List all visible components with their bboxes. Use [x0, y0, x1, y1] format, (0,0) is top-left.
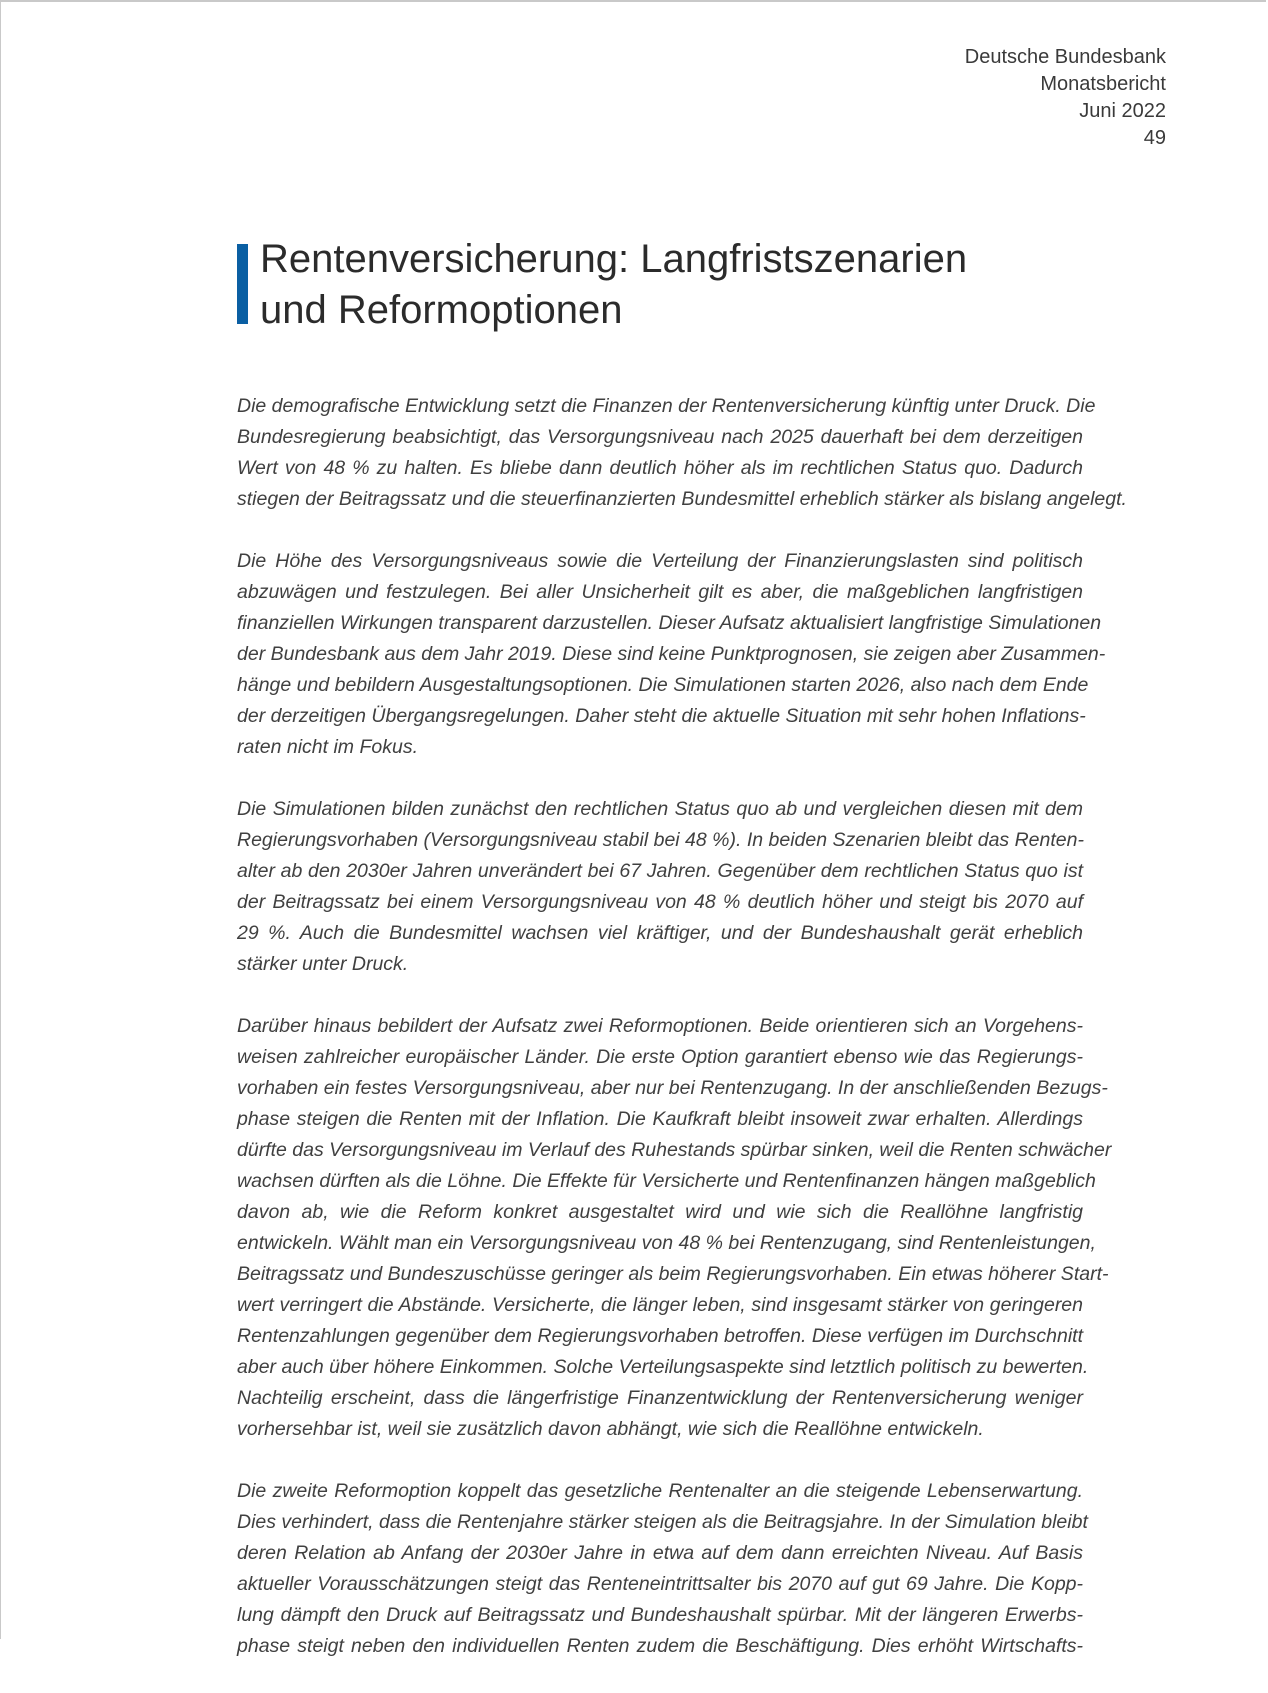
paragraph-line: wachsen dürften als die Löhne. Die Effekte für Versicherte und Rentenfinanzen hängen maßgeblich — [237, 1170, 1096, 1192]
paragraph-line: Die zweite Reformoption koppelt das gesetzliche Rentenalter an die steigende Lebenserwartung. — [237, 1480, 1083, 1502]
paragraph-line: der derzeitigen Übergangsregelungen. Daher steht die aktuelle Situation mit sehr hohen Inflations- — [237, 705, 1086, 727]
paragraph-line: aktueller Vorausschätzungen steigt das Renteneintrittsalter bis 2070 auf gut 69 Jahre. Die Kopp- — [237, 1573, 1083, 1595]
paragraph-line: vorhaben ein festes Versorgungsniveau, aber nur bei Rentenzugang. In der anschließenden Bezugs- — [237, 1077, 1108, 1099]
paragraph-line: aber auch über höhere Einkommen. Solche Verteilungsaspekte sind letztlich politisch zu bewerten. — [237, 1356, 1089, 1378]
title-accent-bar — [237, 244, 248, 324]
paragraph-line: Rentenzahlungen gegenüber dem Regierungsvorhaben betroffen. Diese verfügen im Durchschnitt — [237, 1325, 1083, 1347]
paragraph-line: der Beitragssatz bei einem Versorgungsniveau von 48 % deutlich höher und steigt bis 2070 auf — [237, 891, 1083, 913]
paragraph-line: Die demografische Entwicklung setzt die Finanzen der Rentenversicherung künftig unter Druck. Die — [237, 395, 1096, 417]
paragraph-line: der Bundesbank aus dem Jahr 2019. Diese sind keine Punktprognosen, sie zeigen aber Zusammen- — [237, 643, 1106, 665]
paragraph-line: stiegen der Beitragssatz und die steuerfinanzierten Bundesmittel erheblich stärker als bislang angelegt. — [237, 488, 1127, 510]
paragraph-line: 29 %. Auch die Bundesmittel wachsen viel kräftiger, und der Bundeshaushalt gerät erheblich — [237, 922, 1083, 944]
paragraph-line: wert verringert die Abstände. Versicherte, die länger leben, sind insgesamt stärker von geringeren — [237, 1294, 1083, 1316]
paragraph-line: Dies verhindert, dass die Rentenjahre stärker steigen als die Beitragsjahre. In der Simulation bleibt — [237, 1511, 1088, 1533]
summary-paragraph — [237, 391, 1127, 515]
paragraph-line: stärker unter Druck. — [237, 953, 409, 975]
summary-paragraph — [237, 794, 1083, 980]
running-header — [965, 44, 1166, 152]
summary-paragraph — [237, 1011, 1112, 1445]
paragraph-line: hänge und bebildern Ausgestaltungsoptionen. Die Simulationen starten 2026, also nach dem Ende — [237, 674, 1089, 696]
paragraph-line: raten nicht im Fokus. — [237, 736, 418, 758]
paragraph-line: phase steigen die Renten mit der Inflation. Die Kaufkraft bleibt insoweit zwar erhalten. Allerdings — [237, 1108, 1083, 1130]
paragraph-line: Die Höhe des Versorgungsniveaus sowie die Verteilung der Finanzierungslasten sind politisch — [237, 550, 1083, 572]
article-title — [260, 234, 967, 336]
paragraph-line: Regierungsvorhaben (Versorgungsniveau stabil bei 48 %). In beiden Szenarien bleibt das Renten- — [237, 829, 1084, 851]
paragraph-line: Bundesregierung beabsichtigt, das Versorgungsniveau nach 2025 dauerhaft bei dem derzeitigen — [237, 426, 1083, 448]
article-title-block — [237, 234, 967, 336]
paragraph-line: davon ab, wie die Reform konkret ausgestaltet wird und wie sich die Reallöhne langfristig — [237, 1201, 1083, 1223]
article-title-line: und Reformoptionen — [260, 288, 623, 332]
paragraph-line: lung dämpft den Druck auf Beitragssatz und Bundeshaushalt spürbar. Mit der längeren Erwerbs- — [237, 1604, 1083, 1626]
paragraph-line: Wert von 48 % zu halten. Es bliebe dann deutlich höher als im rechtlichen Status quo. Dadurch — [237, 457, 1083, 479]
paragraph-line: entwickeln. Wählt man ein Versorgungsniveau von 48 % bei Rentenzugang, sind Rentenleistungen, — [237, 1232, 1096, 1254]
paragraph-line: alter ab den 2030er Jahren unverändert bei 67 Jahren. Gegenüber dem rechtlichen Status quo ist — [237, 860, 1083, 882]
header-publication: Monatsbericht — [1040, 73, 1166, 95]
paragraph-line: dürfte das Versorgungsniveau im Verlauf des Ruhestands spürbar sinken, weil die Renten schwächer — [237, 1139, 1112, 1161]
header-publisher: Deutsche Bundesbank — [964, 46, 1166, 68]
article-summary — [237, 391, 1127, 1693]
paragraph-line: Darüber hinaus bebildert der Aufsatz zwei Reformoptionen. Beide orientieren sich an Vorgehens- — [237, 1015, 1083, 1037]
header-date: Juni 2022 — [1079, 100, 1166, 122]
paragraph-line: Beitragssatz und Bundeszuschüsse geringer als beim Regierungsvorhaben. Ein etwas höherer Start- — [237, 1263, 1109, 1285]
paragraph-line: abzuwägen und festzulegen. Bei aller Unsicherheit gilt es aber, die maßgeblichen langfristigen — [237, 581, 1083, 603]
paragraph-line: vorhersehbar ist, weil sie zusätzlich davon abhängt, wie sich die Reallöhne entwickeln. — [237, 1418, 984, 1440]
paragraph-line: Nachteilig erscheint, dass die längerfristige Finanzentwicklung der Rentenversicherung weniger — [237, 1387, 1083, 1409]
paragraph-line: deren Relation ab Anfang der 2030er Jahre in etwa auf dem dann erreichten Niveau. Auf Basis — [237, 1542, 1083, 1564]
summary-paragraph — [237, 1476, 1088, 1662]
paragraph-line: phase steigt neben den individuellen Renten zudem die Beschäftigung. Dies erhöht Wirtschafts- — [237, 1635, 1083, 1657]
summary-paragraph — [237, 546, 1106, 763]
page-number: 49 — [1143, 127, 1166, 149]
paragraph-line: Die Simulationen bilden zunächst den rechtlichen Status quo ab und vergleichen diesen mit dem — [237, 798, 1083, 820]
article-title-line: Rentenversicherung: Langfristszenarien — [260, 237, 968, 281]
paragraph-line: weisen zahlreicher europäischer Länder. Die erste Option garantiert ebenso wie das Regierungs- — [237, 1046, 1083, 1068]
paragraph-line: finanziellen Wirkungen transparent darzustellen. Dieser Aufsatz aktualisiert langfristige Simulationen — [237, 612, 1102, 634]
